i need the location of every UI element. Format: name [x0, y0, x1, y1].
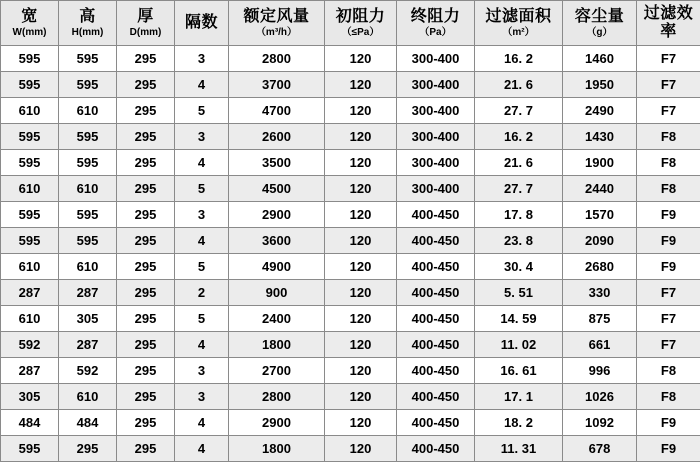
- table-cell: 120: [325, 46, 397, 72]
- table-cell: 120: [325, 98, 397, 124]
- column-header-rated-airflow: [229, 1, 325, 46]
- table-cell: F8: [637, 358, 700, 384]
- table-cell: 287: [1, 280, 59, 306]
- table-cell: 2: [175, 280, 229, 306]
- table-cell: 1570: [563, 202, 637, 228]
- column-header-initial-resistance-sub: （≤Pa）: [325, 27, 396, 39]
- table-cell: 2900: [229, 410, 325, 436]
- table-cell: 3: [175, 384, 229, 410]
- table-cell: 3: [175, 124, 229, 150]
- table-cell: 875: [563, 306, 637, 332]
- table-body: [1, 46, 700, 462]
- table-cell: 2680: [563, 254, 637, 280]
- table-cell: 305: [59, 306, 117, 332]
- table-cell: 295: [117, 254, 175, 280]
- table-cell: 30. 4: [475, 254, 563, 280]
- table-cell: 300-400: [397, 150, 475, 176]
- table-cell: 27. 7: [475, 176, 563, 202]
- table-cell: 305: [1, 384, 59, 410]
- table-cell: F8: [637, 150, 700, 176]
- table-cell: 595: [59, 228, 117, 254]
- table-cell: 400-450: [397, 228, 475, 254]
- table-cell: 14. 59: [475, 306, 563, 332]
- table-cell: 400-450: [397, 306, 475, 332]
- table-cell: 400-450: [397, 254, 475, 280]
- column-header-filter-area-sub: （m²）: [475, 27, 562, 39]
- table-cell: 595: [1, 228, 59, 254]
- table-row: [1, 46, 700, 72]
- table-cell: 4: [175, 72, 229, 98]
- table-cell: 16. 2: [475, 124, 563, 150]
- table-cell: 2400: [229, 306, 325, 332]
- table-cell: 21. 6: [475, 72, 563, 98]
- table-cell: 120: [325, 384, 397, 410]
- table-cell: F7: [637, 280, 700, 306]
- table-cell: 678: [563, 436, 637, 462]
- table-row: [1, 436, 700, 462]
- table-cell: 595: [59, 46, 117, 72]
- table-cell: 120: [325, 202, 397, 228]
- table-cell: 295: [117, 150, 175, 176]
- table-cell: 295: [117, 332, 175, 358]
- column-header-filter-area: [475, 1, 563, 46]
- table-cell: 120: [325, 332, 397, 358]
- table-cell: 330: [563, 280, 637, 306]
- table-cell: 400-450: [397, 332, 475, 358]
- table-cell: 592: [59, 358, 117, 384]
- table-cell: 4: [175, 150, 229, 176]
- table-cell: 1430: [563, 124, 637, 150]
- table-cell: 3: [175, 202, 229, 228]
- table-cell: 1800: [229, 436, 325, 462]
- column-header-width-main: 宽: [1, 8, 58, 26]
- table-cell: 595: [1, 150, 59, 176]
- table-cell: 610: [1, 254, 59, 280]
- table-cell: 120: [325, 176, 397, 202]
- table-cell: 21. 6: [475, 150, 563, 176]
- column-header-final-resistance-sub: （Pa）: [397, 27, 474, 39]
- table-cell: 2490: [563, 98, 637, 124]
- table-cell: 295: [59, 436, 117, 462]
- table-cell: F7: [637, 72, 700, 98]
- table-cell: 1950: [563, 72, 637, 98]
- table-cell: 3600: [229, 228, 325, 254]
- table-cell: 400-450: [397, 436, 475, 462]
- table-cell: 300-400: [397, 176, 475, 202]
- table-cell: 287: [59, 280, 117, 306]
- table-header: [1, 1, 700, 46]
- table-cell: 295: [117, 72, 175, 98]
- column-header-height: [59, 1, 117, 46]
- table-row: [1, 72, 700, 98]
- table-cell: 120: [325, 410, 397, 436]
- table-cell: 295: [117, 124, 175, 150]
- table-cell: 900: [229, 280, 325, 306]
- table-cell: 3: [175, 46, 229, 72]
- table-cell: 595: [1, 124, 59, 150]
- table-cell: 4: [175, 410, 229, 436]
- table-cell: 595: [1, 436, 59, 462]
- table-cell: 295: [117, 410, 175, 436]
- table-cell: F7: [637, 306, 700, 332]
- table-cell: 610: [1, 98, 59, 124]
- table-cell: 595: [1, 72, 59, 98]
- table-cell: 5: [175, 176, 229, 202]
- table-cell: 120: [325, 280, 397, 306]
- column-header-depth: [117, 1, 175, 46]
- table-cell: 4: [175, 228, 229, 254]
- table-cell: 400-450: [397, 202, 475, 228]
- column-header-filter-efficiency: [637, 1, 700, 46]
- table-cell: 120: [325, 358, 397, 384]
- column-header-dust-capacity-main: 容尘量: [563, 8, 636, 26]
- table-row: [1, 410, 700, 436]
- table-cell: 595: [1, 46, 59, 72]
- table-cell: F8: [637, 176, 700, 202]
- table-cell: 595: [59, 124, 117, 150]
- column-header-final-resistance: [397, 1, 475, 46]
- column-header-width: [1, 1, 59, 46]
- table-cell: 120: [325, 436, 397, 462]
- table-row: [1, 332, 700, 358]
- column-header-height-main: 高: [59, 8, 116, 26]
- table-cell: 16. 2: [475, 46, 563, 72]
- table-cell: 17. 1: [475, 384, 563, 410]
- table-cell: 120: [325, 306, 397, 332]
- table-cell: 661: [563, 332, 637, 358]
- column-header-pleat-count-main: 隔数: [175, 14, 228, 32]
- table-cell: 300-400: [397, 46, 475, 72]
- table-cell: F7: [637, 332, 700, 358]
- table-cell: 4: [175, 436, 229, 462]
- column-header-final-resistance-main: 终阻力: [397, 8, 474, 26]
- table-cell: 610: [59, 384, 117, 410]
- table-cell: 11. 02: [475, 332, 563, 358]
- table-cell: 300-400: [397, 72, 475, 98]
- table-cell: 5: [175, 306, 229, 332]
- table-cell: 1026: [563, 384, 637, 410]
- table-cell: 287: [59, 332, 117, 358]
- table-row: [1, 306, 700, 332]
- table-cell: 120: [325, 254, 397, 280]
- table-cell: 295: [117, 358, 175, 384]
- table-cell: 4700: [229, 98, 325, 124]
- table-cell: F9: [637, 254, 700, 280]
- table-cell: 2800: [229, 384, 325, 410]
- table-cell: 295: [117, 306, 175, 332]
- table-cell: F7: [637, 46, 700, 72]
- column-header-width-sub: W(mm): [1, 27, 58, 39]
- table-cell: 484: [1, 410, 59, 436]
- table-cell: 400-450: [397, 384, 475, 410]
- table-cell: 295: [117, 202, 175, 228]
- table-cell: 3700: [229, 72, 325, 98]
- table-cell: 295: [117, 436, 175, 462]
- column-header-filter-area-main: 过滤面积: [475, 8, 562, 26]
- column-header-rated-airflow-sub: （m³/h）: [229, 27, 324, 39]
- table-cell: 2090: [563, 228, 637, 254]
- table-cell: F9: [637, 410, 700, 436]
- table-cell: 1900: [563, 150, 637, 176]
- table-cell: 5: [175, 98, 229, 124]
- table-cell: 23. 8: [475, 228, 563, 254]
- column-header-depth-main: 厚: [117, 8, 174, 26]
- table-header-row: [1, 1, 700, 46]
- table-cell: 2700: [229, 358, 325, 384]
- table-cell: 17. 8: [475, 202, 563, 228]
- table-cell: 120: [325, 72, 397, 98]
- table-cell: 484: [59, 410, 117, 436]
- table-row: [1, 202, 700, 228]
- table-cell: 4500: [229, 176, 325, 202]
- table-cell: 1800: [229, 332, 325, 358]
- column-header-dust-capacity: [563, 1, 637, 46]
- table-cell: 1460: [563, 46, 637, 72]
- table-cell: 610: [59, 254, 117, 280]
- table-cell: F7: [637, 98, 700, 124]
- table-cell: 300-400: [397, 124, 475, 150]
- table-row: [1, 98, 700, 124]
- table-cell: 2600: [229, 124, 325, 150]
- table-cell: 610: [59, 98, 117, 124]
- table-cell: 120: [325, 124, 397, 150]
- table-cell: 2440: [563, 176, 637, 202]
- column-header-depth-sub: D(mm): [117, 27, 174, 39]
- table-cell: 295: [117, 384, 175, 410]
- table-row: [1, 150, 700, 176]
- table-row: [1, 124, 700, 150]
- table-cell: 610: [1, 306, 59, 332]
- column-header-initial-resistance-main: 初阻力: [325, 8, 396, 26]
- table-row: [1, 228, 700, 254]
- table-cell: 120: [325, 150, 397, 176]
- table-cell: 295: [117, 280, 175, 306]
- table-cell: F9: [637, 436, 700, 462]
- table-cell: 287: [1, 358, 59, 384]
- table-row: [1, 358, 700, 384]
- table-cell: F9: [637, 228, 700, 254]
- table-cell: 400-450: [397, 410, 475, 436]
- column-header-pleat-count: [175, 1, 229, 46]
- table-row: [1, 176, 700, 202]
- table-cell: 300-400: [397, 98, 475, 124]
- table-cell: 610: [1, 176, 59, 202]
- table-cell: 295: [117, 228, 175, 254]
- table-cell: 595: [59, 72, 117, 98]
- column-header-rated-airflow-main: 额定风量: [229, 8, 324, 26]
- column-header-dust-capacity-sub: （g）: [563, 27, 636, 39]
- table-cell: 610: [59, 176, 117, 202]
- table-cell: 595: [1, 202, 59, 228]
- table-cell: 120: [325, 228, 397, 254]
- table-cell: 4900: [229, 254, 325, 280]
- table-cell: 1092: [563, 410, 637, 436]
- table-cell: 2900: [229, 202, 325, 228]
- table-cell: 5. 51: [475, 280, 563, 306]
- table-cell: 592: [1, 332, 59, 358]
- table-row: [1, 280, 700, 306]
- table-cell: F9: [637, 202, 700, 228]
- table-cell: 4: [175, 332, 229, 358]
- table-cell: 16. 61: [475, 358, 563, 384]
- table-cell: 2800: [229, 46, 325, 72]
- table-cell: 295: [117, 176, 175, 202]
- table-cell: 295: [117, 98, 175, 124]
- table-cell: 996: [563, 358, 637, 384]
- table-cell: 3500: [229, 150, 325, 176]
- table-cell: 11. 31: [475, 436, 563, 462]
- column-header-height-sub: H(mm): [59, 27, 116, 39]
- table-row: [1, 254, 700, 280]
- table-cell: F8: [637, 384, 700, 410]
- table-cell: 400-450: [397, 280, 475, 306]
- table-cell: 3: [175, 358, 229, 384]
- table-cell: 5: [175, 254, 229, 280]
- table-cell: 400-450: [397, 358, 475, 384]
- table-cell: 595: [59, 202, 117, 228]
- column-header-filter-efficiency-main: 过滤效率: [637, 5, 700, 42]
- table-cell: F8: [637, 124, 700, 150]
- column-header-initial-resistance: [325, 1, 397, 46]
- table-row: [1, 384, 700, 410]
- table-cell: 595: [59, 150, 117, 176]
- table-cell: 295: [117, 46, 175, 72]
- table-cell: 27. 7: [475, 98, 563, 124]
- table-cell: 18. 2: [475, 410, 563, 436]
